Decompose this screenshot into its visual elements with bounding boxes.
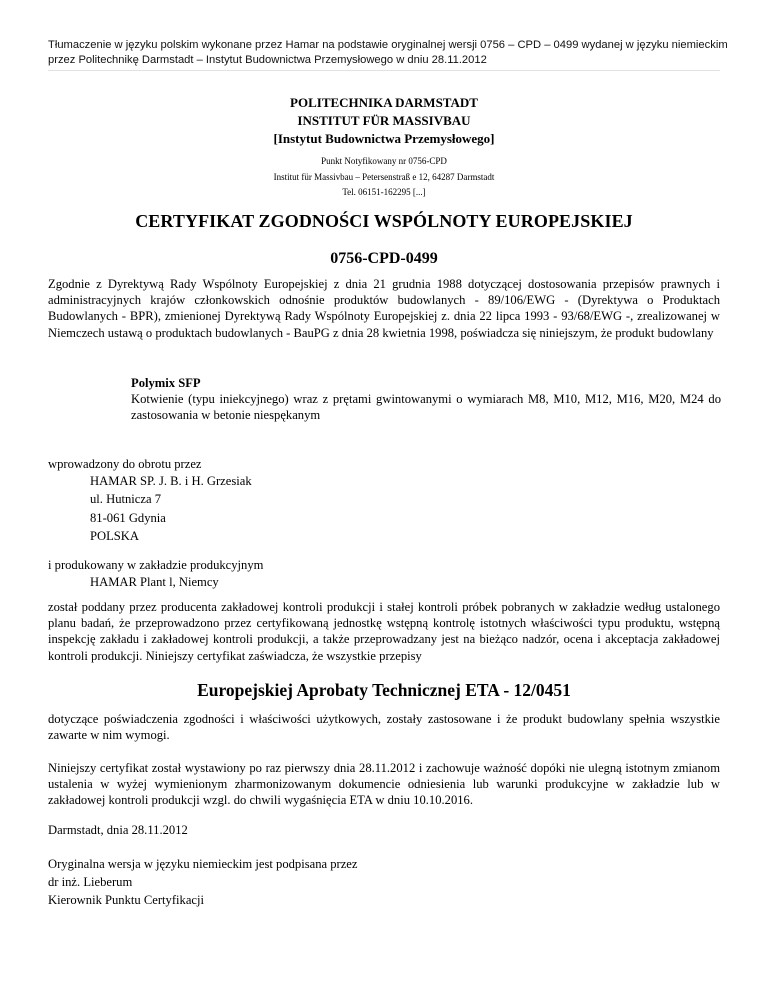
signature-note: Oryginalna wersja w języku niemieckim jest podpisana przez xyxy=(48,857,358,871)
distributor-city: 81-061 Gdynia xyxy=(90,510,166,525)
distributor-country: POLSKA xyxy=(90,529,139,544)
institute-name: INSTITUT FÜR MASSIVBAU xyxy=(297,113,471,128)
distributor-intro: wprowadzony do obrotu przez xyxy=(48,457,202,471)
distributor-company: HAMAR SP. J. B. i H. Grzesiak xyxy=(90,474,252,488)
institution-name: POLITECHNIKA DARMSTADT xyxy=(290,95,478,110)
product-name: Polymix SFP xyxy=(131,376,201,390)
distributor-address xyxy=(90,472,252,546)
signatory-title: Kierownik Punktu Certyfikacji xyxy=(48,893,204,907)
institution-phone: Tel. 06151-162295 [...] xyxy=(342,187,426,197)
institution-contact xyxy=(0,154,768,201)
header-divider xyxy=(48,70,720,71)
control-paragraph: został poddany przez producenta zakładowej kontroli produkcji i stałej kontroli próbek pobranych w zakładzie według ustalonego planu badań, że przeprowadzono przez certyfikowaną jednostkę wstępną kontrolę istotnych właściwości typu produktu, wstępną inspekcję zakładu i zakładowej kontroli produkcji, a także przeprowadzany jest na bieżąco nadzór, ocena i akceptacja zakładowej kontroli produkcji. Niniejszy certyfikat zaświadcza, że wszystkie przepisy xyxy=(48,600,720,663)
institute-translation: [Instytut Budownictwa Przemysłowego] xyxy=(273,131,495,146)
distributor-street: ul. Hutnicza 7 xyxy=(90,492,161,507)
signatory-name: dr inż. Lieberum xyxy=(48,875,133,889)
product-description: Kotwienie (typu iniekcyjnego) wraz z prętami gwintowanymi o wymiarach M8, M10, M12, M16, M20, M24 do zastosowania w betonie niespękanym xyxy=(131,392,721,423)
signature-block xyxy=(48,855,358,909)
place-date: Darmstadt, dnia 28.11.2012 xyxy=(48,823,188,837)
certificate-title: CERTYFIKAT ZGODNOŚCI WSPÓLNOTY EUROPEJSKIEJ xyxy=(135,211,633,231)
certificate-number: 0756-CPD-0499 xyxy=(330,250,438,267)
manufacturer-plant: HAMAR Plant l, Niemcy xyxy=(90,575,219,589)
product-block xyxy=(131,375,721,424)
intro-paragraph: Zgodnie z Dyrektywą Rady Wspólnoty Europejskiej z dnia 21 grudnia 1988 dotyczącej dostosowania przepisów prawnych i administracyjnych krajów członkowskich odnośnie produktów budowlanych - 89/106/EWG - (Dyrektywa o Produktach Budowlanych - BPR), zmienionej Dyrektywą Rady Wspólnoty Europejskiej z. dnia 22 lipca 1993 - 93/68/EWG -, zrealizowanej w Niemczech ustawą o produktach budowlanych - BauPG z dnia 28 kwietnia 1998, poświadcza się niniejszym, że produkt budowlany xyxy=(48,277,720,340)
manufacturer-intro: i produkowany w zakładzie produkcyjnym xyxy=(48,558,264,572)
eta-paragraph: dotyczące poświadczenia zgodności i właściwości użytkowych, zostały zastosowane i że produkt budowlany spełnia wszystkie zawarte w nim wymogi. xyxy=(48,712,720,743)
eta-heading: Europejskiej Aprobaty Technicznej ETA - 12/0451 xyxy=(197,680,571,700)
institution-address: Institut für Massivbau – Petersenstraß e 12, 64287 Darmstadt xyxy=(273,171,495,182)
notified-body-number: Punkt Notyfikowany nr 0756-CPD xyxy=(321,156,447,166)
validity-paragraph: Niniejszy certyfikat został wystawiony po raz pierwszy dnia 28.11.2012 i zachowuje ważność dopóki nie ulegną istotnym zmianom ustalenia w wyżej wymienionym zharmonizowanym dokumencie odniesienia lub warunki produkcyjne w zakładzie lub w zakładowej kontroli produkcji wzgl. do chwili wygaśnięcia ETA w dniu 10.10.2016. xyxy=(48,761,720,808)
translation-note: Tłumaczenie w języku polskim wykonane przez Hamar na podstawie oryginalnej wersji 0756 – CPD – 0499 wydanej w języku niemieckim przez Politechnikę Darmstadt – Instytut Budownictwa Przemysłowego w dniu 28.11.2012 xyxy=(48,39,728,66)
institution-block xyxy=(0,94,768,148)
